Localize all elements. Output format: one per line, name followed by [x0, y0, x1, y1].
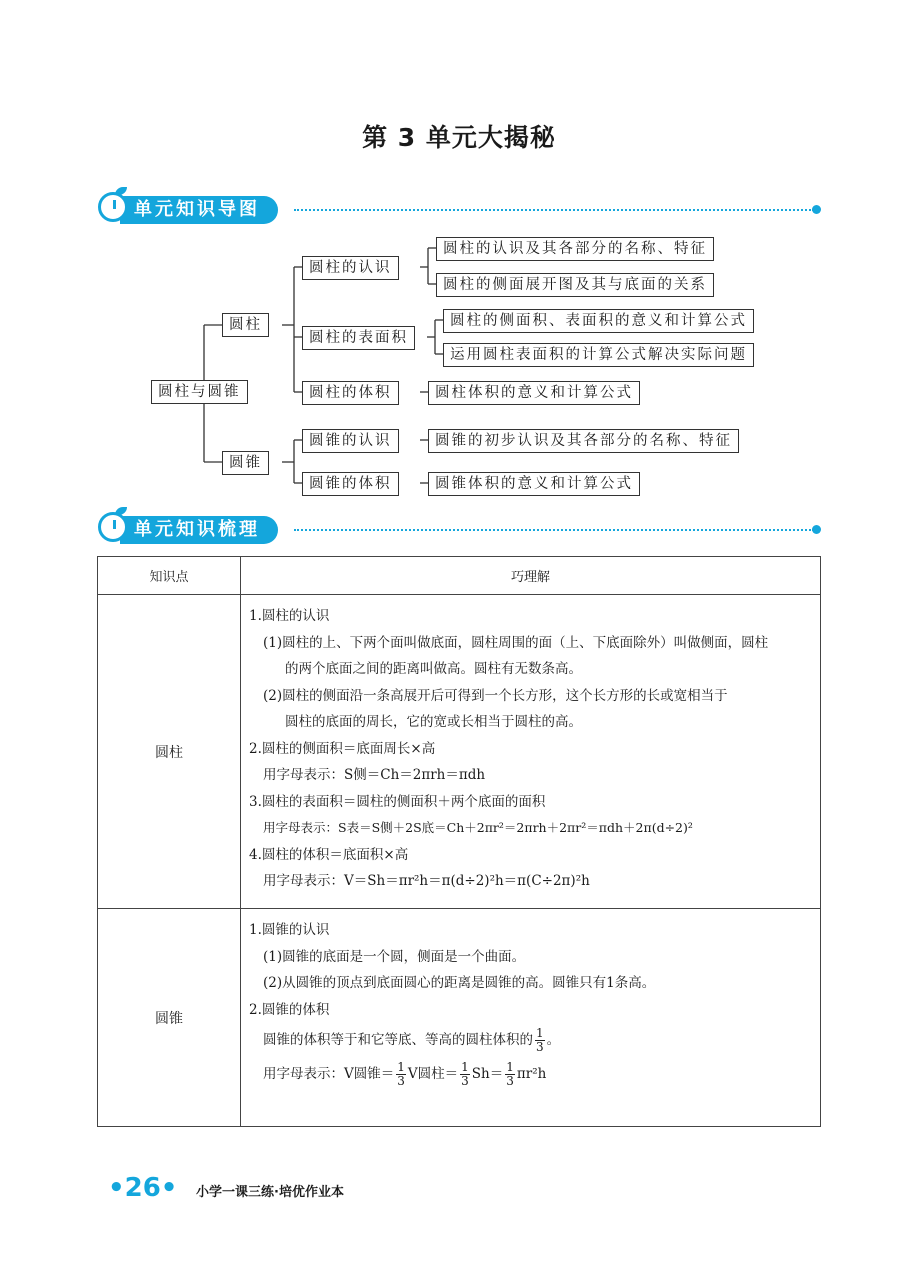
table-header: 巧理解 — [241, 557, 821, 595]
mindmap-leaf: 圆柱体积的意义和计算公式 — [428, 381, 640, 405]
divider-end-dot — [812, 525, 821, 534]
text-line: 2.圆锥的体积 — [249, 1001, 330, 1018]
row-category: 圆锥 — [98, 909, 241, 1127]
mindmap-cylinder: 圆柱 — [222, 313, 269, 337]
fraction-numerator: 1 — [397, 1060, 405, 1074]
table-row — [98, 595, 821, 909]
mindmap-branch: 圆柱的表面积 — [302, 326, 415, 350]
dotted-divider — [294, 529, 814, 531]
text-segment: V圆柱＝ — [407, 1066, 459, 1082]
fraction — [396, 1061, 406, 1088]
mindmap-leaf: 运用圆柱表面积的计算公式解决实际问题 — [443, 343, 754, 367]
text-line: 圆柱的底面的周长，它的宽或长相当于圆柱的高。 — [285, 714, 582, 730]
fraction-numerator: 1 — [506, 1060, 514, 1074]
fraction — [535, 1027, 545, 1054]
section-label: 单元知识导图 — [120, 196, 278, 224]
table-header: 知识点 — [98, 557, 241, 595]
text-line — [249, 1023, 814, 1057]
mindmap-cone: 圆锥 — [222, 451, 269, 475]
formula-line — [249, 1057, 814, 1091]
text-line: 3.圆柱的表面积＝圆柱的侧面积＋两个底面的面积 — [249, 793, 546, 810]
text-segment: πr²h — [516, 1066, 547, 1082]
mindmap-branch: 圆柱的体积 — [302, 381, 399, 405]
fraction — [460, 1061, 470, 1088]
text-segment: Sh＝ — [471, 1066, 504, 1082]
section-label: 单元知识梳理 — [120, 516, 278, 544]
page-title: 第 3 单元大揭秘 — [362, 123, 556, 152]
row-content — [241, 595, 821, 909]
text-line: 1.圆锥的认识 — [249, 922, 330, 938]
fraction — [505, 1061, 515, 1088]
fraction-numerator: 1 — [461, 1060, 469, 1074]
mindmap-branch: 圆锥的认识 — [302, 429, 399, 453]
mindmap-leaf: 圆柱的侧面积、表面积的意义和计算公式 — [443, 309, 754, 333]
formula-line: 用字母表示：V＝Sh＝πr²h＝π(d÷2)²h＝π(C÷2π)²h — [263, 873, 590, 889]
mindmap-leaf: 圆锥的初步认识及其各部分的名称、特征 — [428, 429, 739, 453]
mindmap-branch: 圆柱的认识 — [302, 256, 399, 280]
text-line: 4.圆柱的体积＝底面积×高 — [249, 846, 409, 863]
text-line: 的两个底面之间的距离叫做高。圆柱有无数条高。 — [285, 661, 582, 677]
text-line: 1.圆柱的认识 — [249, 608, 330, 624]
formula-line: 用字母表示：S侧＝Ch＝2πrh＝πdh — [263, 767, 486, 783]
mindmap-leaf: 圆锥体积的意义和计算公式 — [428, 472, 640, 496]
text-line: (1)圆柱的上、下两个面叫做底面，圆柱周围的面（上、下底面除外）叫做侧面，圆柱 — [263, 634, 769, 651]
page-number: •26• — [108, 1173, 178, 1203]
mindmap-root: 圆柱与圆锥 — [151, 380, 248, 404]
mindmap-branch: 圆锥的体积 — [302, 472, 399, 496]
mindmap-leaf: 圆柱的认识及其各部分的名称、特征 — [436, 237, 714, 261]
section-header-summary — [98, 510, 828, 550]
knowledge-table — [97, 556, 821, 1127]
text-segment: 用字母表示：V圆锥＝ — [263, 1066, 395, 1082]
fraction-denominator: 3 — [536, 1040, 544, 1054]
text-line: 2.圆柱的侧面积＝底面周长×高 — [249, 740, 436, 757]
mindmap-leaf: 圆柱的侧面展开图及其与底面的关系 — [436, 273, 714, 297]
text-segment: 。 — [546, 1032, 561, 1048]
book-title: 小学一课三练·培优作业本 — [196, 1185, 344, 1200]
row-category: 圆柱 — [98, 595, 241, 909]
text-line: (2)从圆锥的顶点到底面圆心的距离是圆锥的高。圆锥只有1条高。 — [263, 975, 656, 991]
text-line: (2)圆柱的侧面沿一条高展开后可得到一个长方形，这个长方形的长或宽相当于 — [263, 687, 728, 704]
fraction-numerator: 1 — [536, 1026, 544, 1040]
formula-line: 用字母表示：S表＝S侧＋2S底＝Ch＋2πr²＝2πrh＋2πr²＝πdh＋2π(d÷2)² — [263, 820, 693, 835]
fraction-denominator: 3 — [461, 1074, 469, 1088]
text-segment: 圆锥的体积等于和它等底、等高的圆柱体积的 — [263, 1032, 533, 1048]
text-line: (1)圆锥的底面是一个圆，侧面是一个曲面。 — [263, 948, 526, 965]
fraction-denominator: 3 — [506, 1074, 514, 1088]
row-content — [241, 909, 821, 1127]
table-row — [98, 909, 821, 1127]
fraction-denominator: 3 — [397, 1074, 405, 1088]
table-header-row — [98, 557, 821, 595]
clock-icon — [98, 512, 128, 542]
